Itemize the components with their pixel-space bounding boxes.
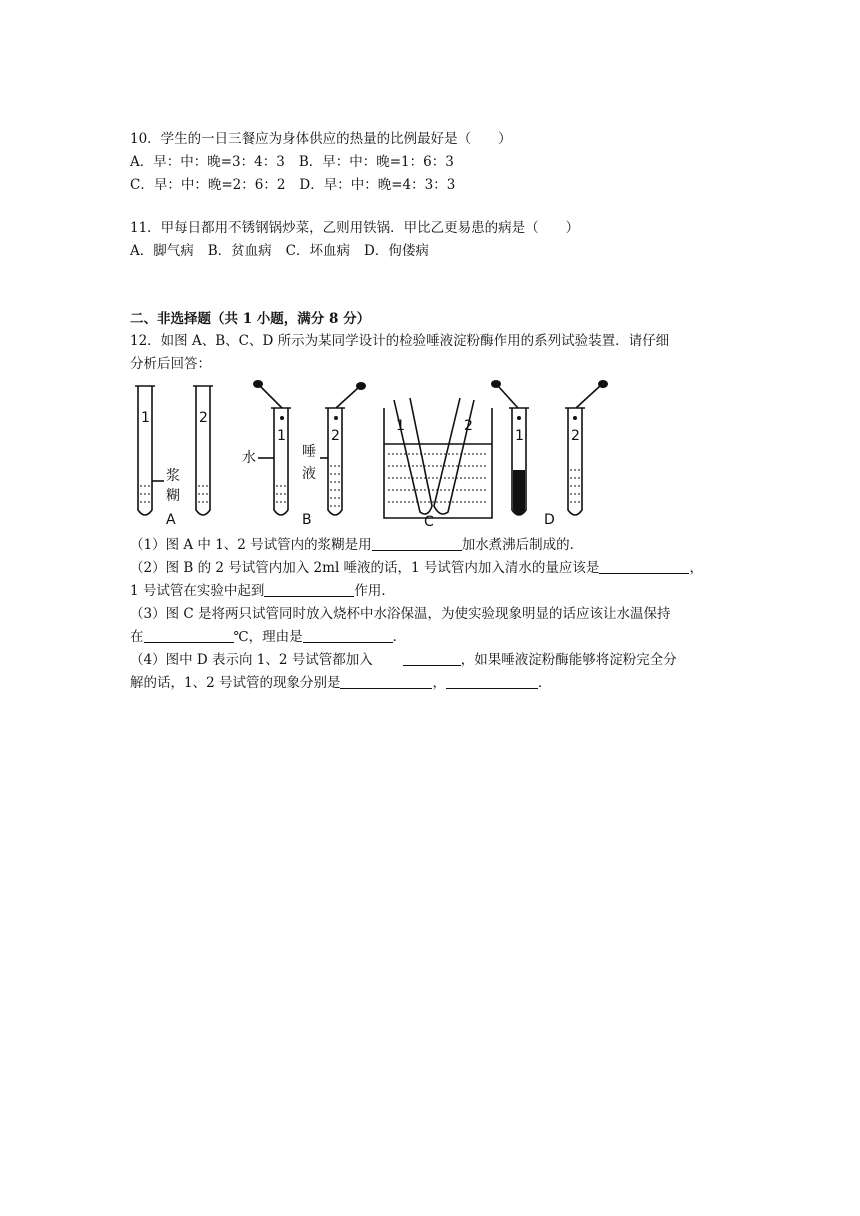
question-11 bbox=[130, 217, 579, 263]
tube-b2-number: 2 bbox=[331, 428, 340, 444]
subquestion-2-text-b: ， bbox=[689, 560, 703, 576]
label-saliva-2: 液 bbox=[302, 466, 316, 482]
answer-blank-1[interactable] bbox=[372, 535, 462, 551]
subquestion-1 bbox=[130, 534, 730, 557]
subquestion-2-line2 bbox=[130, 580, 730, 603]
panel-label-a: A bbox=[166, 512, 176, 528]
subquestion-4-line1 bbox=[130, 649, 730, 672]
question-12-subquestions bbox=[130, 534, 730, 695]
subquestion-3-line2 bbox=[130, 626, 730, 649]
subquestion-3-text-b: 在 bbox=[130, 629, 144, 645]
tube-a2-number: 2 bbox=[199, 410, 208, 426]
question-11-option-a: A．脚气病 bbox=[130, 243, 194, 259]
question-10-options-row1 bbox=[130, 151, 512, 174]
subquestion-2-line1 bbox=[130, 557, 730, 580]
subquestion-1-text-a: （1）图 A 中 1、2 号试管内的浆糊是用 bbox=[130, 537, 372, 553]
tube-c1-number: 1 bbox=[396, 418, 405, 434]
tube-a1-number: 1 bbox=[141, 410, 150, 426]
question-12-stem-line2: 分析后回答： bbox=[130, 356, 211, 372]
tube-c2-number: 2 bbox=[464, 418, 473, 434]
tube-b1-number: 1 bbox=[277, 428, 286, 444]
tube-d2-number: 2 bbox=[571, 428, 580, 444]
question-10-option-a: A．早：中：晚=3：4：3 bbox=[130, 154, 285, 170]
subquestion-2-text-a: （2）图 B 的 2 号试管内加入 2ml 唾液的话，1 号试管内加入清水的量应该是 bbox=[130, 560, 600, 576]
question-11-stem: 11．甲每日都用不锈钢锅炒菜，乙则用铁锅．甲比乙更易患的病是（ ） bbox=[130, 220, 580, 236]
question-11-option-b: B．贫血病 bbox=[207, 243, 272, 259]
subquestion-4-text-a: （4）图中 D 表示向 1、2 号试管都加入 bbox=[130, 652, 373, 668]
tube-d2 bbox=[568, 408, 582, 515]
label-paste-2: 糊 bbox=[166, 488, 180, 504]
tube-d1-number: 1 bbox=[515, 428, 524, 444]
question-10-options-row2 bbox=[130, 174, 512, 197]
question-11-options bbox=[130, 240, 579, 263]
subquestion-3-line1: （3）图 C 是将两只试管同时放入烧杯中水浴保温，为使实验现象明显的话应该让水温保持 bbox=[130, 606, 671, 622]
answer-blank-2[interactable] bbox=[599, 558, 689, 574]
answer-blank-7[interactable] bbox=[340, 673, 432, 689]
panel-label-b: B bbox=[302, 512, 312, 528]
answer-blank-6[interactable] bbox=[403, 650, 461, 666]
label-paste-1: 浆 bbox=[166, 468, 180, 484]
experiment-figure bbox=[130, 378, 610, 528]
answer-blank-8[interactable] bbox=[446, 673, 538, 689]
subquestion-4-text-d: ， bbox=[432, 675, 446, 691]
subquestion-4-text-c: 解的话，1、2 号试管的现象分别是 bbox=[130, 675, 341, 691]
tube-a1 bbox=[138, 386, 152, 515]
question-10 bbox=[130, 128, 512, 197]
subquestion-3-text-c: ℃，理由是 bbox=[233, 629, 303, 645]
question-11-option-c: C．坏血病 bbox=[285, 243, 351, 259]
subquestion-4-text-e: ． bbox=[537, 675, 552, 691]
subquestion-2-text-c: 1 号试管在实验中起到 bbox=[130, 583, 265, 599]
subquestion-2-text-d: 作用． bbox=[354, 583, 395, 599]
question-10-stem: 10．学生的一日三餐应为身体供应的热量的比例最好是（ ） bbox=[130, 131, 512, 147]
tube-b2 bbox=[328, 408, 342, 515]
tube-d1-dark-fill bbox=[513, 470, 525, 515]
answer-blank-3[interactable] bbox=[264, 581, 354, 597]
question-11-option-d: D．佝偻病 bbox=[364, 243, 429, 259]
subquestion-4-text-b: ，如果唾液淀粉酶能够将淀粉完全分 bbox=[460, 652, 677, 668]
subquestion-3-text-d: ． bbox=[392, 629, 407, 645]
tube-a2 bbox=[196, 386, 210, 515]
section-2-title: 二、非选择题（共 1 小题，满分 8 分） bbox=[130, 311, 371, 327]
tube-c2 bbox=[434, 398, 474, 514]
question-12-stem-line1: 12．如图 A、B、C、D 所示为某同学设计的检验唾液淀粉酶作用的系列试验装置．请仔细 bbox=[130, 333, 670, 349]
question-12 bbox=[130, 330, 730, 691]
tube-c1 bbox=[394, 398, 432, 514]
question-10-option-c: C．早：中：晚=2：6：2 bbox=[130, 177, 286, 193]
panel-label-d: D bbox=[544, 512, 555, 528]
label-saliva-1: 唾 bbox=[302, 444, 316, 460]
question-10-option-d: D．早：中：晚=4：3：3 bbox=[299, 177, 456, 193]
tube-b1 bbox=[274, 408, 288, 515]
question-10-option-b: B．早：中：晚=1：6：3 bbox=[298, 154, 454, 170]
answer-blank-5[interactable] bbox=[303, 627, 393, 643]
label-water: 水 bbox=[242, 450, 256, 466]
panel-label-c: C bbox=[424, 514, 434, 528]
subquestion-1-text-b: 加水煮沸后制成的． bbox=[461, 537, 584, 553]
subquestion-4-line2 bbox=[130, 672, 730, 695]
answer-blank-4[interactable] bbox=[144, 627, 234, 643]
